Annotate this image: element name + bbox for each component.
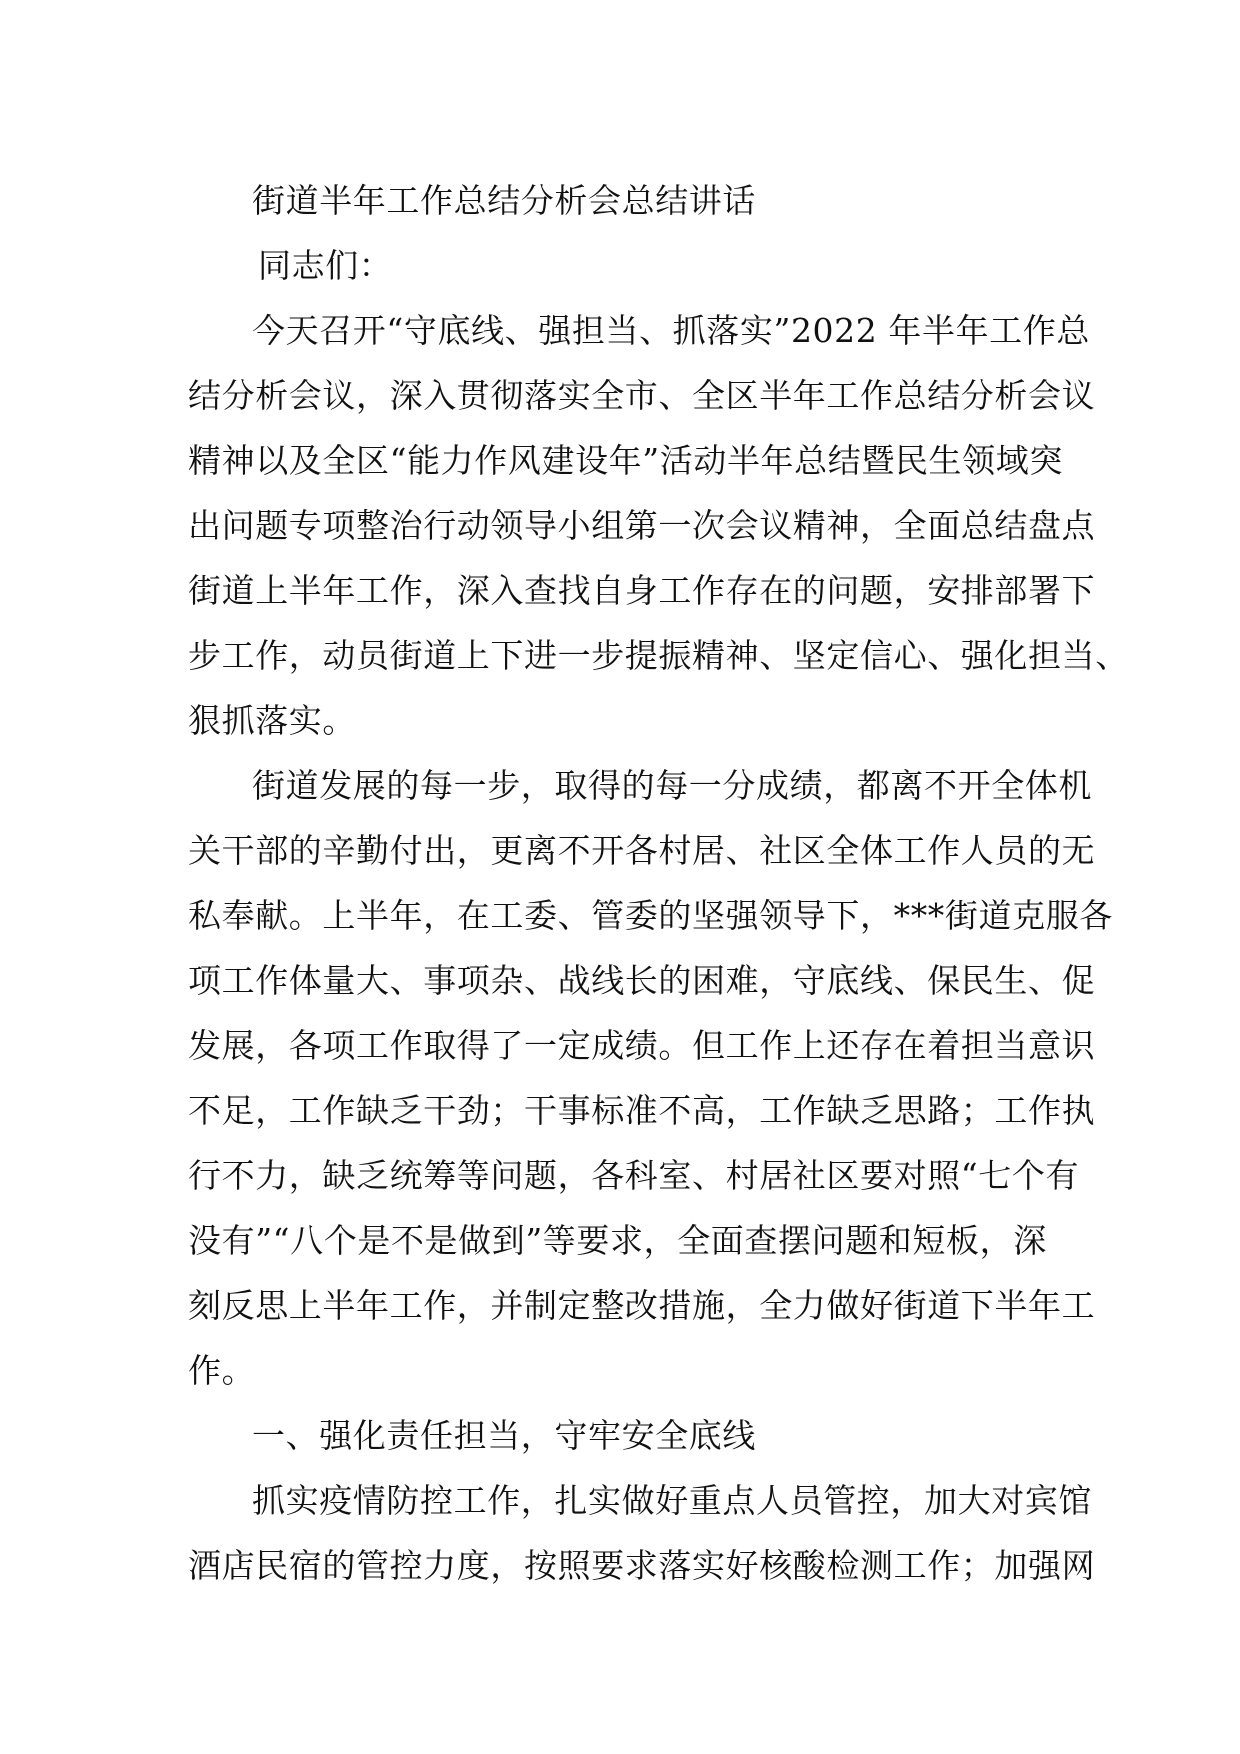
paragraph-4-line-1: 抓实疫情防控工作，扎实做好重点人员管控，加大对宾馆 — [252, 1481, 1092, 1520]
paragraph-2-line-5: 发展，各项工作取得了一定成绩。但工作上还存在着担当意识 — [188, 1026, 1096, 1065]
paragraph-2-line-3: 私奉献。上半年，在工委、管委的坚强领导下，***街道克服各 — [188, 896, 1113, 935]
paragraph-2-line-2: 关干部的辛勤付出，更离不开各村居、社区全体工作人员的无 — [188, 831, 1096, 870]
paragraph-4-line-2: 酒店民宿的管控力度，按照要求落实好核酸检测工作；加强网 — [188, 1546, 1096, 1585]
paragraph-2-line-10: 作。 — [188, 1351, 256, 1390]
section-heading-1: 一、强化责任担当，守牢安全底线 — [252, 1416, 756, 1455]
paragraph-1-line-3: 精神以及全区“能力作风建设年”活动半年总结暨民生领域突 — [188, 441, 1063, 480]
paragraph-1-line-5: 街道上半年工作，深入查找自身工作存在的问题，安排部署下 — [188, 571, 1096, 610]
paragraph-2-line-9: 刻反思上半年工作，并制定整改措施，全力做好街道下半年工 — [188, 1286, 1096, 1325]
paragraph-1-line-6: 步工作，动员街道上下进一步提振精神、坚定信心、强化担当、 — [188, 636, 1129, 675]
paragraph-2-line-8: 没有”“八个是不是做到”等要求，全面查摆问题和短板，深 — [188, 1221, 1047, 1260]
paragraph-2-line-6: 不足，工作缺乏干劲；干事标准不高，工作缺乏思路；工作执 — [188, 1091, 1096, 1130]
paragraph-1-line-2: 结分析会议，深入贯彻落实全市、全区半年工作总结分析会议 — [188, 376, 1096, 415]
salutation: 同志们： — [258, 246, 393, 285]
paragraph-1-line-7: 狠抓落实。 — [188, 701, 356, 740]
paragraph-2-line-7: 行不力，缺乏统筹等问题，各科室、村居社区要对照“七个有 — [188, 1156, 1080, 1195]
paragraph-1-line-4: 出问题专项整治行动领导小组第一次会议精神，全面总结盘点 — [188, 506, 1096, 545]
paragraph-2-line-1: 街道发展的每一步，取得的每一分成绩，都离不开全体机 — [252, 766, 1092, 805]
document-title: 街道半年工作总结分析会总结讲话 — [252, 181, 756, 220]
paragraph-1-line-1: 今天召开“守底线、强担当、抓落实”2022 年半年工作总 — [252, 311, 1091, 350]
paragraph-2-line-4: 项工作体量大、事项杂、战线长的困难，守底线、保民生、促 — [188, 961, 1096, 1000]
document-page — [188, 168, 1129, 1598]
